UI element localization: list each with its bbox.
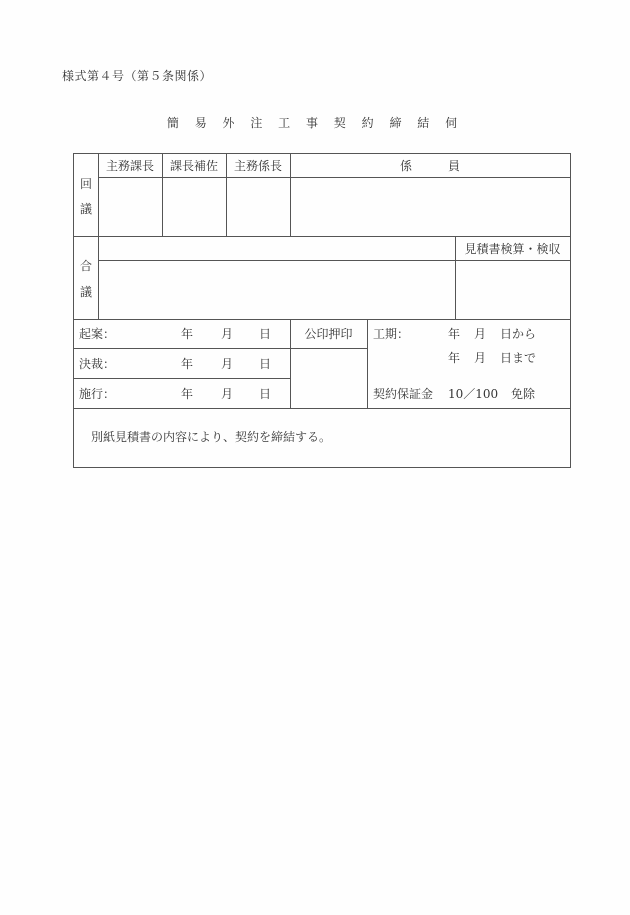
gougi-label-top: 合 <box>80 259 93 273</box>
official-seal-cell[interactable] <box>291 349 367 408</box>
decision-date-label: 決裁： <box>79 357 116 371</box>
enforcement-day: 日 <box>259 387 272 401</box>
estimate-check-header: 見積書検算・検収 <box>464 242 561 256</box>
header-section-chief: 主務係長 <box>233 159 282 173</box>
period-from-day: 日から <box>500 327 537 341</box>
draft-date-label: 起案： <box>79 327 116 341</box>
draft-month: 月 <box>221 327 234 341</box>
decision-day: 日 <box>259 357 272 371</box>
draft-year: 年 <box>181 327 194 341</box>
estimate-check-seal-cell[interactable] <box>456 261 570 319</box>
assistant-chief-seal-cell[interactable] <box>163 178 226 236</box>
period-to-month: 月 <box>474 351 487 365</box>
period-from-year: 年 <box>448 327 461 341</box>
deposit-exemption: 免除 <box>511 387 536 401</box>
header-chief: 主務課長 <box>105 159 154 173</box>
gougi-seal-cell[interactable] <box>99 261 455 319</box>
gougi-label-bottom: 議 <box>80 285 93 299</box>
deposit-ratio: 10／100 <box>448 387 499 401</box>
enforcement-year: 年 <box>181 387 194 401</box>
contract-statement: 別紙見積書の内容により、契約を締結する。 <box>91 430 332 444</box>
official-seal-header: 公印押印 <box>304 327 353 341</box>
header-staff: 係 員 <box>399 159 460 173</box>
document-title: 簡 易 外 注 工 事 契 約 締 結 伺 <box>166 116 464 130</box>
kaigi-label-bottom: 議 <box>80 202 93 216</box>
enforcement-date-label: 施行： <box>79 387 116 401</box>
draft-day: 日 <box>259 327 272 341</box>
enforcement-month: 月 <box>221 387 234 401</box>
period-from-month: 月 <box>474 327 487 341</box>
section-chief-seal-cell[interactable] <box>227 178 290 236</box>
decision-year: 年 <box>181 357 194 371</box>
construction-period-label: 工期： <box>373 327 410 341</box>
header-assistant-chief: 課長補佐 <box>169 159 218 173</box>
period-to-year: 年 <box>448 351 461 365</box>
kaigi-label-top: 回 <box>80 177 93 191</box>
decision-month: 月 <box>221 357 234 371</box>
form-number: 様式第４号（第５条関係） <box>62 69 213 83</box>
staff-seal-cell[interactable] <box>291 178 570 236</box>
deposit-label: 契約保証金 <box>373 387 434 401</box>
period-to-day: 日まで <box>500 351 537 365</box>
chief-seal-cell[interactable] <box>99 178 162 236</box>
